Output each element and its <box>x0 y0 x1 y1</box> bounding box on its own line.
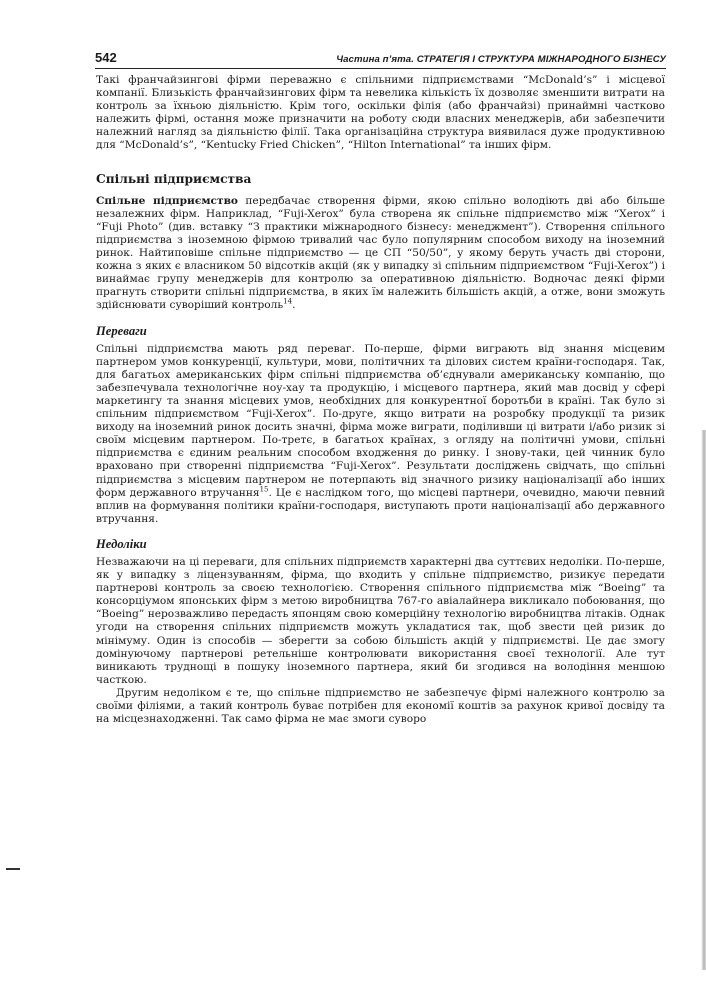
advantages-text: Спільні підприємства мають ряд переваг. По-перше, фірми виграють від знання місцевим партнером умов конкуренції, культури, мови, політичних та ділових систем країни-господаря. Так, для багатьох американських фірм спільні підприємства об’єднували американську компанію, що забезпечувала технологічне ноу-хау та продукцію, і місцевого партнера, який мав досвід у сфері маркетингу та знання місцевих умов, необхідних для конкурентної боротьби в країні. Так було зі спільним підприємством “Fuji-Xerox”. По-друге, якщо витрати на розробку продукції та ризик виходу на іноземний ринок досить значні, фірма може виграти, поділивши ці витрати і/або ризик зі своїм місцевим партнером. По-третє, в багатьох країнах, з огляду на політичні умови, спільні підприємства є єдиним реальним способом входження до ринку. І знову-таки, цей чинник було враховано при створенні підприємства “Fuji-Xerox”. Результати досліджень свідчать, що спільні підприємства з місцевим партнером не потерпають від значного ризику націоналізації або інших форм державного втручання <box>96 342 665 499</box>
joint-venture-paragraph <box>96 195 665 313</box>
scan-artifact-mark <box>6 868 20 870</box>
advantages-title: Переваги <box>96 323 147 338</box>
disadvantages-paragraph-1: Незважаючи на ці переваги, для спільних підприємств характерні два суттєвих недоліки. По-перше, як у випадку з ліцензуванням, фірма, що входить у спільне підприємство, ризикує передати партнерові контроль за своєю технологією. Створення спільного підприємства між “Boeing” та консорціумом японських фірм з метою виробництва 767-го авіалайнера викликало побоювання, що “Boeing” нерозважливо передасть японцям свою комерційну технологію виробництва літаків. Однак угоди на створення спільних підприємств можуть укладатися так, щоб звести цей ризик до мінімуму. Один із способів — зберегти за собою більшість акцій у підприємстві. Це дає змогу домінуючому партнерові ретельніше контролювати використання своєї технології. Але тут виникають труднощі в пошуку іноземного партнера, який би згодився на володіння меншою часткою. <box>96 556 665 686</box>
footnote-ref: 15 <box>259 485 269 494</box>
disadvantages-title: Недоліки <box>96 536 147 551</box>
section-title: Спільні підприємства <box>96 171 252 186</box>
advantages-paragraph <box>96 343 665 526</box>
running-title: Частина п’ята. СТРАТЕГІЯ І СТРУКТУРА МІЖНАРОДНОГО БІЗНЕСУ <box>336 54 666 65</box>
intro-paragraph: Такі франчайзингові фірми переважно є спільними підприємствами “McDonald’s” і місцевої компанії. Близькість франчайзингових фірм та невелика кількість їх дозволяє зменшити витрати на контроль за їхньою діяльністю. Крім того, оскільки філія (або франчайзі) принаймні частково належить фірмі, остання може призначити на роботу сюди власних менеджерів, аби забезпечити належний нагляд за діяльністю філії. Така організаційна структура виявилася дуже продуктивною для “McDonald’s”, “Kentucky Fried Chicken”, “Hilton International” та інших фірм. <box>96 74 665 152</box>
page-header <box>95 50 666 69</box>
defined-term: Спільне підприємство <box>96 194 238 207</box>
page-number: 542 <box>95 50 117 65</box>
disadvantages-paragraph-2: Другим недоліком є те, що спільне підприємство не забезпечує фірмі належного контролю за своїми філіями, а такий контроль буває потрібен для економії коштів за рахунок кривої досвіду та на місцезнаходженні. Так само фірма не має змоги суворо <box>96 686 665 726</box>
scan-edge-shadow <box>701 430 706 970</box>
advantages-end: . Це є наслідком того, що місцеві партнери, очевидно, маючи певний вплив на формування політики країни-господаря, виступають проти націоналізації або державного втручання. <box>96 486 665 525</box>
page-body <box>96 74 665 726</box>
footnote-ref: 14 <box>283 297 293 306</box>
joint-venture-end: . <box>292 299 296 312</box>
joint-venture-text: передбачає створення фірми, якою спільно володіють дві або більше незалежних фірм. Наприклад, “Fuji-Xerox” була створена як спільне підприємство між “Xerox” і “Fuji Photo” (див. вставку “З практики міжнародного бізнесу: менеджмент”). Створення спільного підприємства з іноземною фірмою тривалий час було популярним способом виходу на іноземний ринок. Найтиповіше спільне підприємство — це СП “50/50”, у якому беруть участь дві сторони, кожна з яких є власником 50 відсотків акцій (як у випадку зі спільним підприємством “Fuji-Xerox”) і винаймає групу менеджерів для контролю за оперативною діяльністю. Водночас деякі фірми прагнуть створити спільні підприємства, в яких їм належить більшість акцій, а отже, вони зможуть здійснювати суворіший контроль <box>96 194 665 312</box>
